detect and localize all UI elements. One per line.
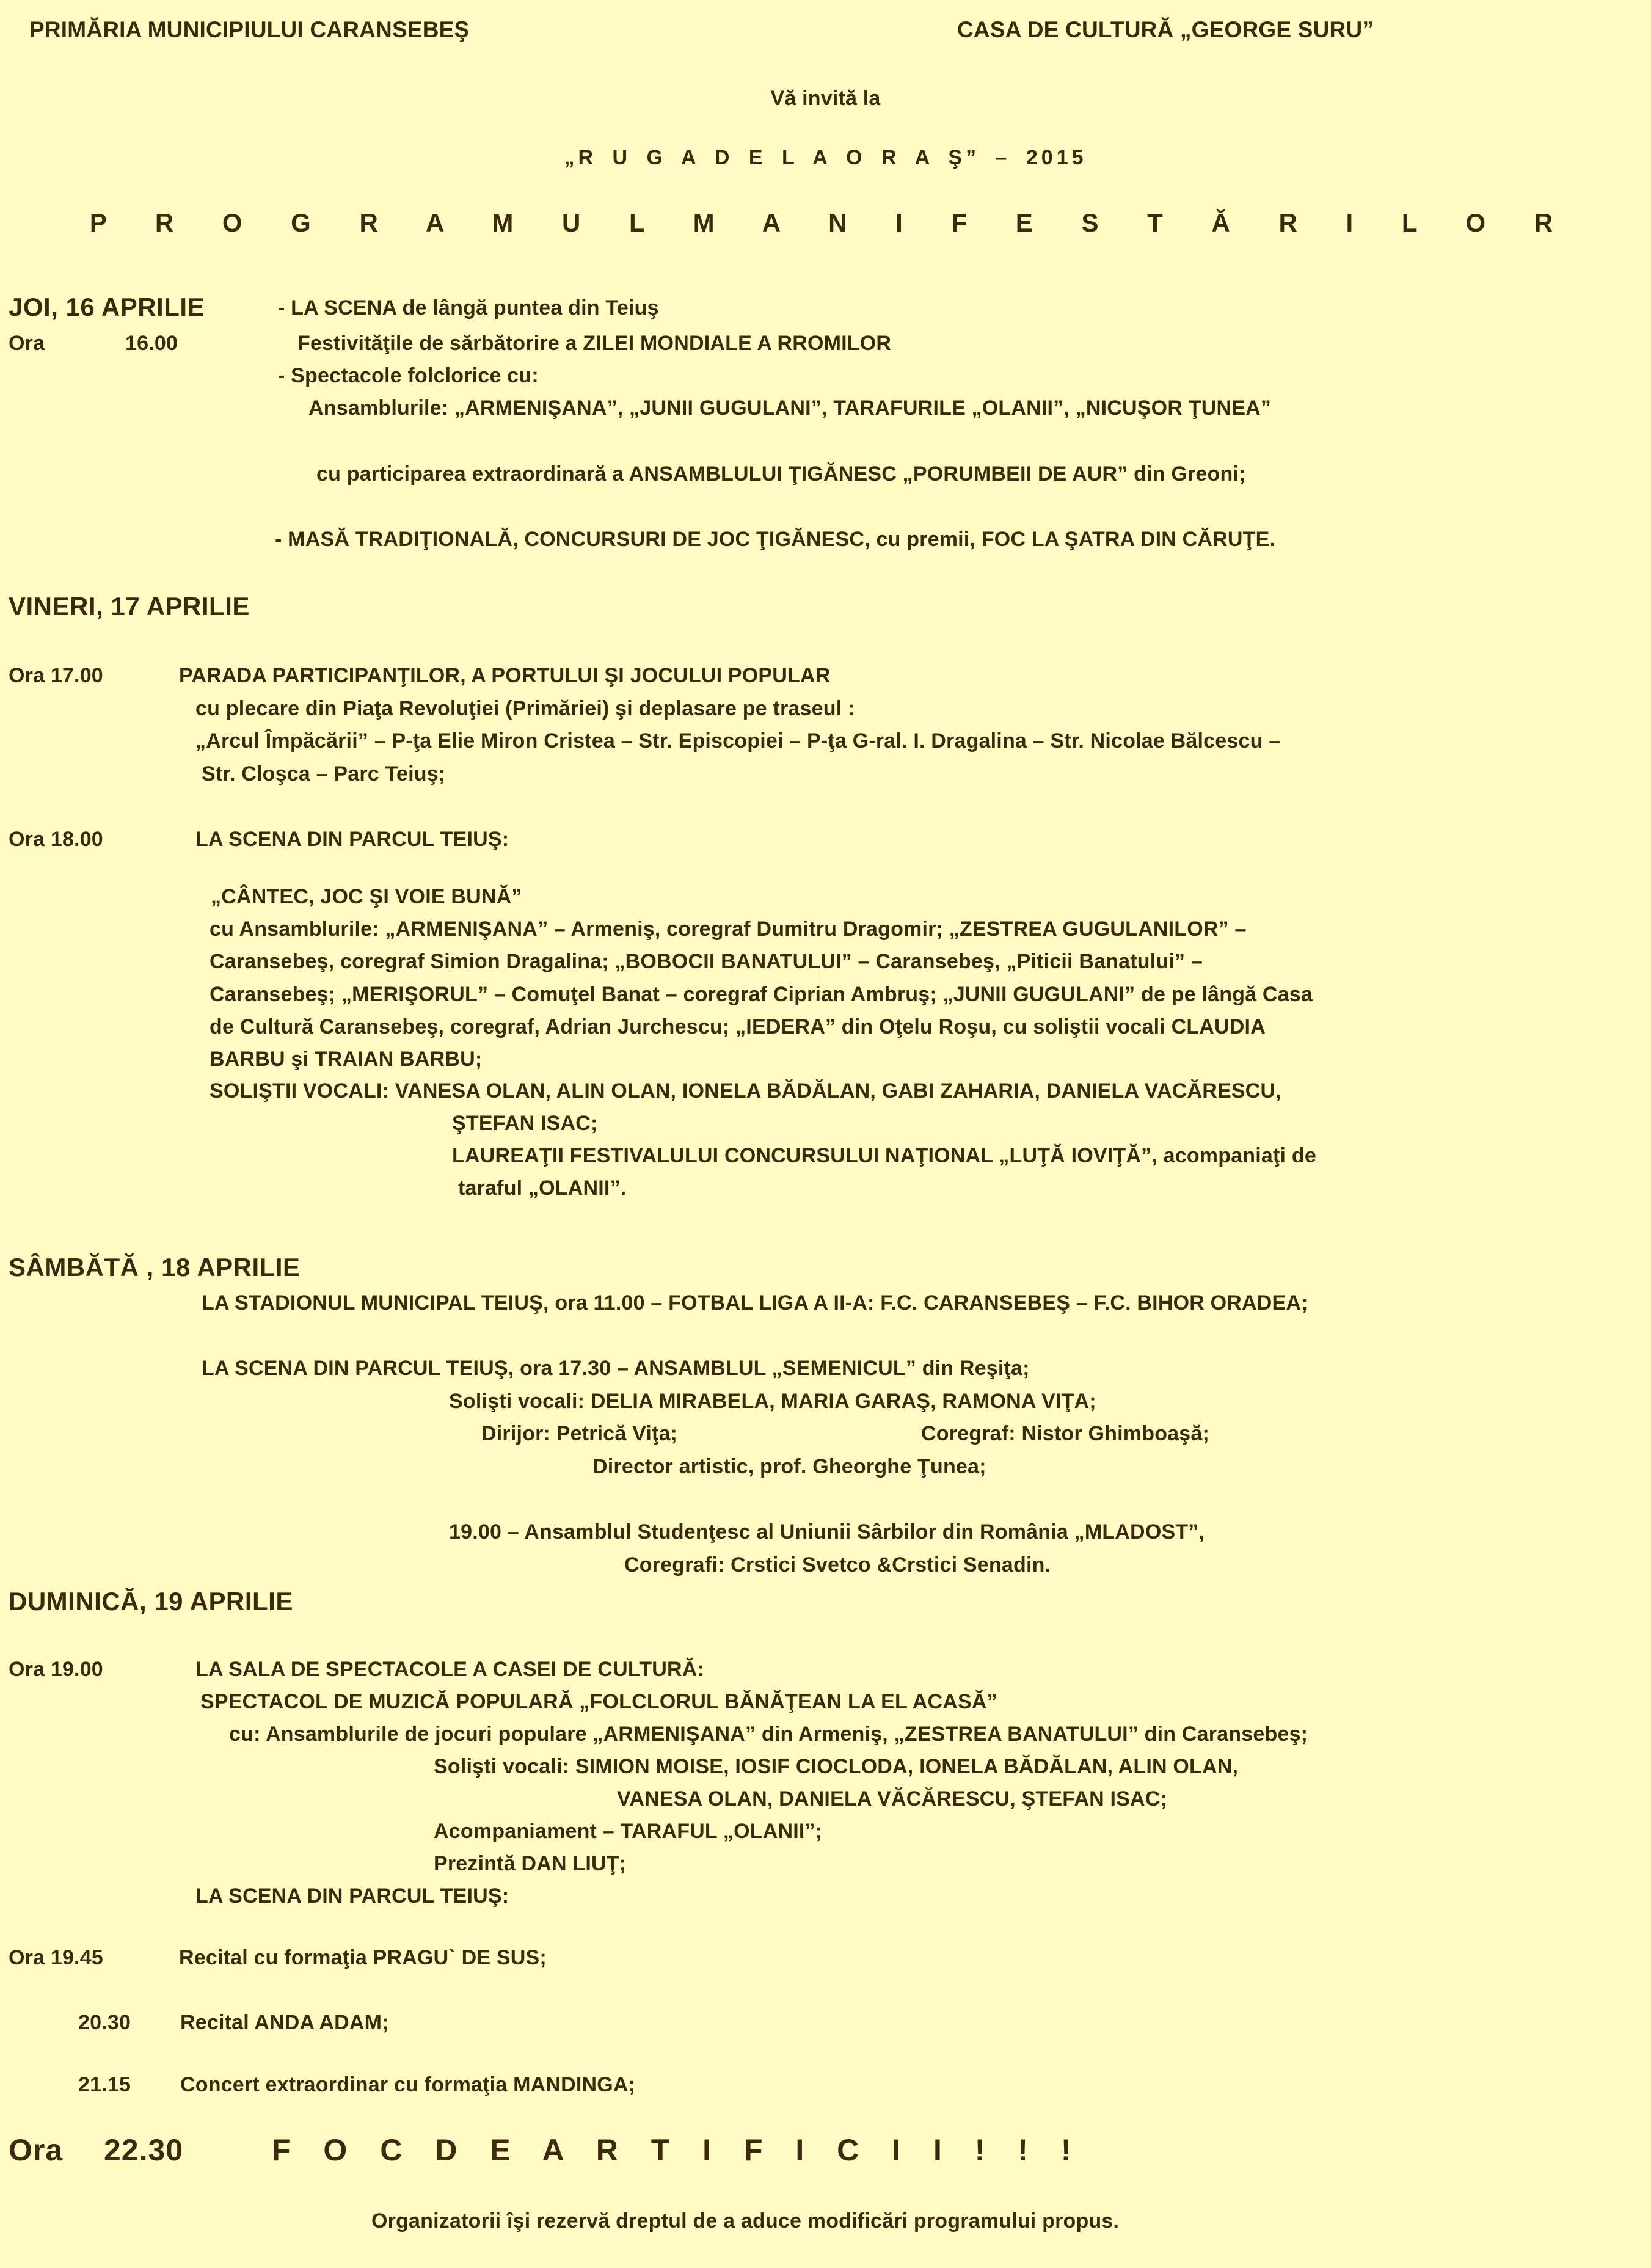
invite-text: Vă invită la	[770, 87, 881, 110]
sunday-recital-2: Recital ANDA ADAM;	[180, 2011, 389, 2034]
day-saturday: SÂMBĂTĂ , 18 APRILIE	[9, 1253, 301, 1282]
thursday-event-1: Festivităţile de sărbătorire a ZILEI MONDIALE A RROMILOR	[297, 332, 892, 355]
finale-fireworks: F O C D E A R T I F I C I I ! ! !	[272, 2133, 1077, 2167]
day-sunday: DUMINICĂ, 19 APRILIE	[9, 1587, 293, 1616]
sunday-hall: LA SALA DE SPECTACOLE A CASEI DE CULTURĂ:	[195, 1658, 705, 1681]
thursday-ensembles: Ansamblurile: „ARMENIŞANA”, „JUNII GUGULANI”, TARAFURILE „OLANII”, „NICUŞOR ŢUNEA”	[308, 396, 1272, 420]
day-thursday: JOI, 16 APRILIE	[9, 293, 205, 321]
friday-time-2: Ora 18.00	[9, 828, 103, 851]
saturday-conductor: Dirijor: Petrică Viţa;	[481, 1422, 678, 1445]
saturday-football: LA STADIONUL MUNICIPAL TEIUŞ, ora 11.00 – FOTBAL LIGA A II-A: F.C. CARANSEBEŞ – F.C. BIHOR ORADEA;	[202, 1291, 1308, 1314]
friday-show: „CÂNTEC, JOC ŞI VOIE BUNĂ”	[211, 885, 522, 908]
sunday-soloists-2: VANESA OLAN, DANIELA VĂCĂRESCU, ŞTEFAN ISAC;	[617, 1787, 1168, 1810]
friday-time-1: Ora 17.00	[9, 664, 103, 687]
sunday-ensembles: cu: Ansamblurile de jocuri populare „ARMENIŞANA” din Armeniş, „ZESTREA BANATULUI” din Caransebeş;	[229, 1723, 1308, 1746]
sunday-accompaniment: Acompaniament – TARAFUL „OLANII”;	[434, 1820, 823, 1843]
friday-parade: PARADA PARTICIPANŢILOR, A PORTULUI ŞI JOCULUI POPULAR	[179, 664, 831, 687]
friday-route-2: Str. Cloşca – Parc Teiuş;	[202, 762, 446, 786]
friday-route-intro: cu plecare din Piaţa Revoluţiei (Primăriei) şi deplasare pe traseul :	[195, 697, 855, 720]
organizer-right: CASA DE CULTURĂ „GEORGE SURU”	[957, 17, 1374, 42]
friday-soloists-3: LAUREAŢII FESTIVALULUI CONCURSULUI NAŢIONAL „LUŢĂ IOVIŢĂ”, acompaniaţi de	[452, 1144, 1316, 1167]
sunday-time-1: Ora 19.00	[9, 1658, 103, 1681]
sunday-time-4: 21.15	[78, 2073, 131, 2096]
friday-ensembles-5: BARBU şi TRAIAN BARBU;	[210, 1048, 483, 1071]
friday-ensembles-4: de Cultură Caransebeş, coregraf, Adrian Jurchescu; „IEDERA” din Oţelu Roşu, cu soliştii vocali CLAUDIA	[210, 1015, 1266, 1038]
sunday-host: Prezintă DAN LIUŢ;	[434, 1852, 627, 1875]
event-title: „R U G A D E L A O R A Ş” – 2015	[564, 146, 1087, 169]
thursday-activities: - MASĂ TRADIŢIONALĂ, CONCURSURI DE JOC ŢIGĂNESC, cu premii, FOC LA ŞATRA DIN CĂRUŢE.	[275, 528, 1276, 551]
friday-ensembles-2: Caransebeş, coregraf Simion Dragalina; „BOBOCII BANATULUI” – Caransebeş, „Piticii Banatului” –	[210, 950, 1203, 973]
saturday-mladost-choreographers: Coregrafi: Crstici Svetco &Crstici Senadin.	[624, 1553, 1051, 1577]
sunday-time-2: Ora 19.45	[9, 1946, 103, 1969]
friday-soloists-4: taraful „OLANII”.	[458, 1176, 627, 1200]
thursday-time: 16.00	[125, 332, 178, 355]
finale-ora: Ora	[9, 2133, 64, 2167]
saturday-soloists: Solişti vocali: DELIA MIRABELA, MARIA GARAŞ, RAMONA VIŢA;	[449, 1390, 1096, 1413]
friday-soloists-2: ŞTEFAN ISAC;	[452, 1112, 598, 1135]
ora-label: Ora	[9, 332, 45, 355]
finale-time: 22.30	[104, 2133, 184, 2167]
sunday-show: SPECTACOL DE MUZICĂ POPULARĂ „FOLCLORUL BĂNĂŢEAN LA EL ACASĂ”	[200, 1690, 997, 1713]
thursday-event-2: - Spectacole folclorice cu:	[278, 364, 539, 387]
friday-ensembles-3: Caransebeş; „MERIŞORUL” – Comuţel Banat – coregraf Ciprian Ambruş; „JUNII GUGULANI” de pe lângă Casa	[210, 983, 1313, 1006]
saturday-director: Director artistic, prof. Gheorghe Ţunea;	[592, 1455, 986, 1478]
friday-route-1: „Arcul Împăcării” – P-ţa Elie Miron Cristea – Str. Episcopiei – P-ţa G-ral. I. Dragalina – Str. Nicolae Bălcescu –	[195, 729, 1281, 753]
friday-ensembles-1: cu Ansamblurile: „ARMENIŞANA” – Armeniş, coregraf Dumitru Dragomir; „ZESTREA GUGULANILOR” –	[210, 917, 1247, 941]
sunday-stage: LA SCENA DIN PARCUL TEIUŞ:	[195, 1884, 509, 1908]
sunday-time-3: 20.30	[78, 2011, 131, 2034]
saturday-stage: LA SCENA DIN PARCUL TEIUŞ, ora 17.30 – ANSAMBLUL „SEMENICUL” din Reşiţa;	[202, 1357, 1030, 1380]
friday-soloists-1: SOLIŞTII VOCALI: VANESA OLAN, ALIN OLAN, IONELA BĂDĂLAN, GABI ZAHARIA, DANIELA VACĂRESCU,	[210, 1079, 1281, 1103]
thursday-guest: cu participarea extraordinară a ANSAMBLULUI ŢIGĂNESC „PORUMBEII DE AUR” din Greoni;	[316, 462, 1246, 486]
saturday-choreographer: Coregraf: Nistor Ghimboaşă;	[921, 1422, 1210, 1445]
sunday-recital-1: Recital cu formaţia PRAGU` DE SUS;	[179, 1946, 547, 1969]
friday-stage: LA SCENA DIN PARCUL TEIUŞ:	[195, 828, 509, 851]
thursday-location: - LA SCENA de lângă puntea din Teiuş	[278, 296, 659, 319]
day-friday: VINERI, 17 APRILIE	[9, 592, 250, 621]
program-title: P R O G R A M U L M A N I F E S T Ă R I L O R	[89, 208, 1562, 237]
organizer-left: PRIMĂRIA MUNICIPIULUI CARANSEBEŞ	[29, 17, 470, 42]
sunday-concert: Concert extraordinar cu formaţia MANDINGA;	[180, 2073, 636, 2096]
footer-note: Organizatorii îşi rezervă dreptul de a aduce modificări programului propus.	[371, 2209, 1120, 2233]
sunday-soloists-1: Solişti vocali: SIMION MOISE, IOSIF CIOCLODA, IONELA BĂDĂLAN, ALIN OLAN,	[434, 1755, 1239, 1778]
saturday-mladost: 19.00 – Ansamblul Studenţesc al Uniunii Sârbilor din România „MLADOST”,	[449, 1520, 1205, 1544]
